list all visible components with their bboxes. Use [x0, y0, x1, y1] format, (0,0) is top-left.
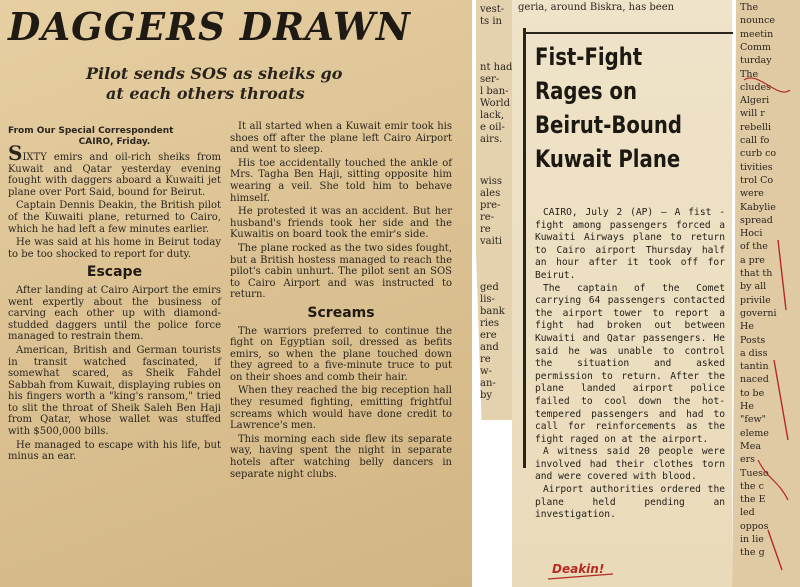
- right-top-rule: [523, 32, 733, 34]
- paragraph: The captain of the Comet carrying 64 passengers contacted the airport tower to report a fight had broken out between Kuwaiti and Qatar passengers. He said he was unable to control the situation and asked permission to return. After the plane landed airport police failed to cool down the hot-tempered passengers and had to call for reinforcements as the fight raged on at the airport.: [535, 282, 725, 445]
- paragraph: This morning each side flew its separate way, having spent the night in separate hotels after watching belly dancers in separate night clubs.: [230, 433, 452, 480]
- fragment-line: ales: [480, 188, 501, 199]
- right-headline-line: Beirut-Bound: [535, 111, 683, 139]
- fragment-line: naced: [740, 374, 769, 386]
- fragment-line: The: [740, 68, 759, 80]
- left-subhead-line-2: at each others throats: [106, 84, 305, 103]
- left-column-2: [230, 121, 452, 482]
- fragment-line: bank: [480, 306, 505, 317]
- fragment-line: Hoci: [740, 228, 763, 240]
- fragment-line: curb co: [740, 148, 777, 160]
- fragment-line: ere: [480, 330, 497, 341]
- fragment-line: spread: [740, 214, 773, 226]
- fragment-line: lack,: [480, 110, 504, 121]
- fragment-line: the g: [740, 547, 765, 559]
- left-subhead-line-1: Pilot sends SOS as sheiks go: [86, 64, 343, 83]
- fragment-line: a pre: [740, 254, 765, 266]
- handwritten-underline-mark: [545, 556, 617, 582]
- fragment-line: re-: [480, 212, 495, 223]
- fragment-line: He: [740, 401, 754, 412]
- right-headline-line: Kuwait Plane: [535, 145, 681, 173]
- fragment-line: Tueso: [740, 467, 769, 479]
- fragment-line: The: [740, 2, 759, 13]
- fragment-line: the E: [740, 494, 766, 506]
- fragment-line: Algeri: [740, 95, 770, 107]
- fragment-line: "few": [740, 414, 767, 426]
- fragment-line: vaiti: [480, 236, 503, 247]
- fragment-line: lis-: [480, 294, 495, 305]
- fragment-line: ged: [480, 282, 499, 293]
- byline-place: CAIRO, Friday.: [78, 137, 151, 147]
- fragment-line: turday: [740, 55, 772, 67]
- fragment-line: w-: [480, 366, 492, 377]
- fragment-line: in lie: [740, 534, 764, 545]
- fragment-line: a diss: [740, 347, 768, 359]
- fragment-line: rebelli: [740, 121, 771, 133]
- handwritten-margin-annotation: [738, 60, 798, 580]
- fragment-line: vest-: [480, 4, 505, 15]
- right-headline: [535, 40, 691, 176]
- paragraph: It all started when a Kuwait emir took his shoes off after the plane left Cairo Airport and went to sleep.: [230, 121, 452, 156]
- fragment-line: wiss: [480, 176, 503, 187]
- paragraph: American, British and German tourists in transit watched fascinated, if somewhat scared, as Sheik Fahdel Sabbah from Kuwait, displaying rubies on his fingers worth a "king's ransom," tried to slit the throat of Sheik Saleh Ben Haji from Qatar, whose wallet was stuffed with $500,000 bills.: [8, 344, 221, 438]
- fragment-line: cludes: [740, 81, 772, 93]
- paragraph: He managed to escape with his life, but minus an ear.: [8, 439, 221, 463]
- section-heading-screams: Screams: [307, 304, 375, 321]
- right-headline-line: Fist-Fight: [535, 43, 643, 71]
- fragment-line: were: [740, 188, 764, 200]
- fragment-line: ers: [740, 454, 756, 466]
- fragment-line: by: [480, 390, 493, 401]
- left-column-1: [8, 126, 221, 465]
- fragment-line: pre-: [480, 200, 501, 211]
- handwritten-note-deakin: Deakin!: [552, 562, 605, 576]
- fragment-line: eleme: [740, 427, 769, 439]
- paragraph: The plane rocked as the two sides fought, but a British hostess managed to reach the pilot's cabin unhurt. The pilot sent an SOS to Cairo Airport and was instructed to return.: [230, 242, 452, 301]
- paragraph: After landing at Cairo Airport the emirs went expertly about the business of carving each other up with diamond-studded daggers until the police force managed to restrain them.: [8, 284, 221, 343]
- fragment-line: by all: [740, 281, 767, 293]
- paragraph: CAIRO, July 2 (AP) — A fist - fight among passengers forced a Kuwaiti Airways plane to return to Cairo airport Thursday half an hour after it took off for Beirut.: [535, 207, 725, 281]
- fragment-line: led: [740, 507, 755, 519]
- fragment-line: nounce: [740, 15, 776, 27]
- fragment-line: to be: [740, 387, 765, 399]
- fragment-line: of the: [740, 241, 768, 253]
- fragment-line: ries: [480, 318, 500, 329]
- fragment-line: will r: [740, 108, 765, 120]
- paragraph: He was said at his home in Beirut today to be too shocked to report for duty.: [8, 237, 221, 260]
- fragment-line: call fo: [740, 135, 770, 146]
- fragment-line: e oil-: [480, 122, 505, 133]
- paragraph: He protested it was an accident. But her husband's friends took her side and the Kuwaitis on board took the emir's side.: [230, 206, 452, 241]
- fragment-line: an-: [480, 378, 496, 389]
- paragraph: Captain Dennis Deakin, the British pilot of the Kuwaiti plane, returned to Cairo, which he had left a few minutes earlier.: [8, 200, 221, 235]
- right-headline-line: Rages on: [535, 77, 637, 105]
- fragment-line: oppos: [740, 520, 769, 532]
- paragraph: The warriors preferred to continue the fight on Egyptian soil, dressed as befits emirs, so when the plane touched down they agreed to a five-minute truce to put on their shoes and comb their hair.: [230, 325, 452, 383]
- left-headline: DAGGERS DRAWN: [8, 4, 411, 49]
- fragment-line: World: [480, 98, 510, 109]
- fragment-line: and: [480, 342, 499, 353]
- fragment-line: re: [480, 354, 491, 365]
- fragment-line: governi: [740, 307, 777, 319]
- byline-correspondent: From Our Special Correspondent: [8, 126, 174, 136]
- fragment-line: Posts: [740, 334, 766, 346]
- fragment-line: the c: [740, 480, 764, 492]
- fragment-line: nt had: [480, 62, 513, 73]
- right-article-body: [535, 207, 725, 522]
- fragment-line: He: [740, 321, 754, 333]
- fragment-line: meetin: [740, 28, 774, 40]
- fragment-line: ser-: [480, 74, 500, 85]
- fragment-line: Kabylie: [740, 201, 776, 213]
- drop-cap: S: [8, 141, 23, 165]
- right-top-fragment: geria, around Biskra, has been: [518, 2, 675, 13]
- paragraph: When they reached the big reception hall they resumed fighting, emitting frightful screams which would have done credit to Lawrence's men.: [230, 385, 452, 432]
- fragment-line: trol Co: [740, 174, 774, 186]
- paragraph: Airport authorities ordered the plane held pending an investigation.: [535, 484, 725, 521]
- byline: [8, 126, 221, 148]
- fragment-line: re: [480, 224, 491, 235]
- fragment-line: airs.: [480, 134, 503, 145]
- fragment-line: tivities: [740, 161, 773, 173]
- fragment-line: that th: [740, 268, 773, 279]
- paragraph: SIXTY emirs and oil-rich sheiks from Kuwait and Qatar yesterday evening fought with daggers aboard a Kuwaiti jet plane over Port Said, bound for Beirut.: [8, 141, 221, 198]
- right-column-rule: [523, 28, 526, 468]
- section-heading-escape: Escape: [86, 264, 143, 281]
- fragment-line: Comm: [740, 41, 772, 53]
- fragment-line: ts in: [480, 16, 502, 27]
- paragraph: A witness said 20 people were involved had their clothes torn and were covered with blood.: [535, 446, 725, 483]
- fragment-line: privile: [740, 294, 771, 306]
- paragraph: His toe accidentally touched the ankle of Mrs. Tagha Ben Haji, sitting opposite him wearing a veil. She told him to behave himself.: [230, 157, 452, 204]
- fragment-line: Mea: [740, 440, 762, 452]
- fragment-line: l ban-: [480, 86, 509, 97]
- fragment-line: tantin: [740, 361, 769, 373]
